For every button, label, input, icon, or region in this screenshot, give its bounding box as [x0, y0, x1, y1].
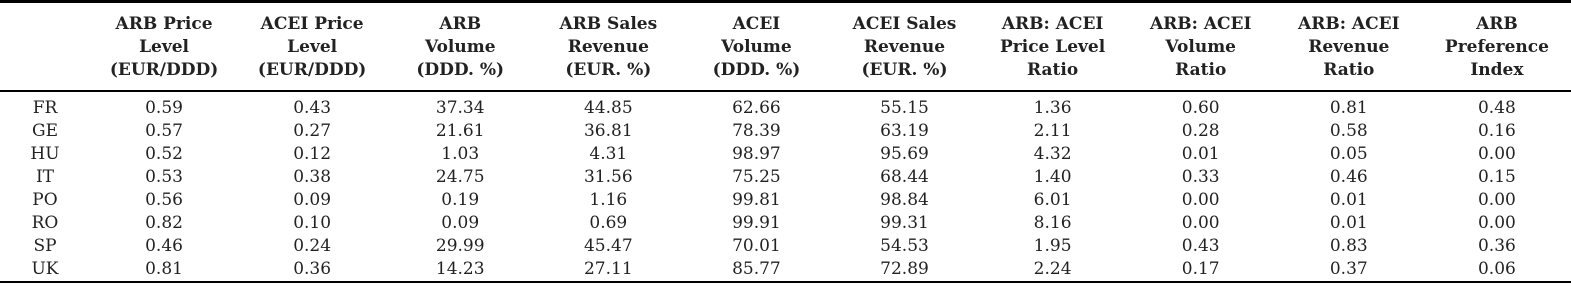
table-header: [0, 2, 1571, 92]
value-cell: 98.84: [880, 190, 929, 210]
table-row: [0, 166, 1571, 189]
value-cell: 98.97: [732, 144, 781, 164]
country-cell: SP: [33, 236, 57, 256]
value-cell: 0.01: [1329, 190, 1368, 210]
header-cell: [1127, 2, 1275, 92]
value-cell: 0.27: [293, 121, 332, 141]
table-row: [0, 212, 1571, 235]
value-cell: 99.31: [880, 213, 929, 233]
value-cell: 1.03: [441, 144, 480, 164]
value-cell: 0.00: [1477, 144, 1516, 164]
header-cell: [1423, 2, 1571, 92]
value-cell: 0.57: [145, 121, 183, 141]
header-cell: [1275, 2, 1423, 92]
value-cell: 0.24: [293, 236, 332, 256]
header-line: Price Level: [1000, 37, 1106, 57]
header-line: Volume: [1165, 37, 1236, 57]
value-cell: 6.01: [1033, 190, 1072, 210]
header-cell: [682, 2, 830, 92]
header-line: Volume: [424, 37, 496, 57]
header-line: (EUR/DDD): [109, 60, 219, 80]
value-cell: 36.81: [583, 121, 633, 141]
table-row: [0, 120, 1571, 143]
value-cell: 8.16: [1033, 213, 1072, 233]
header-cell: [238, 2, 386, 92]
header-line: (DDD. %): [416, 60, 505, 80]
country-cell: IT: [35, 167, 55, 187]
header-cell: [90, 2, 238, 92]
header-line: Revenue: [1308, 37, 1390, 57]
value-cell: 14.23: [386, 258, 534, 282]
header-line: Revenue: [863, 37, 946, 57]
value-cell: 4.32: [1033, 144, 1072, 164]
value-cell: 0.16: [1477, 121, 1516, 141]
header-line: Ratio: [1027, 60, 1079, 80]
header-line: Volume: [721, 37, 792, 57]
header-line: ARB Price: [115, 14, 213, 34]
value-cell: 27.11: [534, 258, 682, 282]
value-cell: 70.01: [732, 236, 781, 256]
table-row: [0, 258, 1571, 282]
header-line: Level: [139, 37, 189, 57]
header-line: ARB: [439, 14, 482, 34]
value-cell: 54.53: [880, 236, 929, 256]
country-cell: GE: [32, 121, 58, 141]
table-row: [0, 91, 1571, 120]
header-line: ARB: [1476, 14, 1518, 34]
header-line: ARB Sales: [559, 14, 658, 34]
value-cell: 2.11: [1033, 121, 1072, 141]
value-cell: 0.28: [1181, 121, 1220, 141]
value-cell: 0.36: [238, 258, 386, 282]
header-line: (EUR/DDD): [257, 60, 367, 80]
country-cell: HU: [30, 144, 60, 164]
value-cell: 63.19: [880, 121, 929, 141]
value-cell: 0.60: [1181, 98, 1220, 118]
value-cell: 0.52: [145, 144, 183, 164]
value-cell: 0.81: [1329, 98, 1368, 118]
header-cell-country: [0, 2, 90, 92]
value-cell: 0.46: [145, 236, 183, 256]
value-cell: 1.36: [1033, 98, 1072, 118]
value-cell: 4.31: [589, 144, 628, 164]
value-cell: 85.77: [682, 258, 830, 282]
value-cell: 0.10: [293, 213, 332, 233]
country-cell: PO: [32, 190, 58, 210]
header-line: Index: [1470, 60, 1524, 80]
value-cell: 0.81: [90, 258, 238, 282]
value-cell: 78.39: [732, 121, 781, 141]
header-line: (DDD. %): [712, 60, 801, 80]
value-cell: 1.40: [1033, 167, 1072, 187]
value-cell: 0.58: [1329, 121, 1368, 141]
header-line: Ratio: [1323, 60, 1375, 80]
country-cell: RO: [31, 213, 59, 233]
value-cell: 0.00: [1477, 190, 1516, 210]
value-cell: 0.00: [1181, 190, 1220, 210]
value-cell: 0.37: [1275, 258, 1423, 282]
header-line: Level: [287, 37, 338, 57]
value-cell: 44.85: [583, 98, 633, 118]
value-cell: 0.00: [1181, 213, 1220, 233]
table-row: [0, 189, 1571, 212]
value-cell: 0.56: [145, 190, 183, 210]
header-line: ACEI: [732, 14, 781, 34]
country-cell: UK: [0, 258, 90, 282]
header-cell: [830, 2, 978, 92]
header-line: ARB: ACEI: [1001, 14, 1104, 34]
value-cell: 1.16: [589, 190, 628, 210]
value-cell: 31.56: [583, 167, 633, 187]
value-cell: 37.34: [435, 98, 485, 118]
value-cell: 0.12: [293, 144, 332, 164]
header-line: ACEI Price: [260, 14, 364, 34]
value-cell: 0.82: [145, 213, 183, 233]
value-cell: 55.15: [880, 98, 929, 118]
value-cell: 1.95: [1033, 236, 1072, 256]
header-line: (EUR. %): [861, 60, 948, 80]
value-cell: 0.09: [293, 190, 332, 210]
header-line: Revenue: [567, 37, 649, 57]
value-cell: 0.53: [145, 167, 183, 187]
value-cell: 0.05: [1329, 144, 1368, 164]
value-cell: 21.61: [435, 121, 485, 141]
value-cell: 24.75: [435, 167, 485, 187]
value-cell: 0.01: [1329, 213, 1368, 233]
value-cell: 72.89: [830, 258, 978, 282]
value-cell: 29.99: [435, 236, 485, 256]
value-cell: 0.83: [1329, 236, 1368, 256]
value-cell: 0.69: [589, 213, 628, 233]
header-cell: [979, 2, 1127, 92]
value-cell: 0.38: [293, 167, 332, 187]
value-cell: 0.15: [1477, 167, 1516, 187]
header-cell: [386, 2, 534, 92]
value-cell: 99.91: [732, 213, 781, 233]
header-line: Preference: [1444, 37, 1549, 57]
value-cell: 2.24: [979, 258, 1127, 282]
value-cell: 0.43: [293, 98, 332, 118]
value-cell: 75.25: [732, 167, 781, 187]
table-row: [0, 235, 1571, 258]
value-cell: 0.48: [1477, 98, 1516, 118]
value-cell: 99.81: [732, 190, 781, 210]
value-cell: 0.09: [441, 213, 480, 233]
table-body: [0, 91, 1571, 282]
header-line: Ratio: [1175, 60, 1227, 80]
value-cell: 0.43: [1181, 236, 1220, 256]
header-line: ACEI Sales: [852, 14, 957, 34]
value-cell: 0.59: [145, 98, 183, 118]
value-cell: 45.47: [583, 236, 633, 256]
value-cell: 0.19: [441, 190, 480, 210]
value-cell: 0.17: [1127, 258, 1275, 282]
header-line: ARB: ACEI: [1298, 14, 1400, 34]
value-cell: 0.33: [1181, 167, 1220, 187]
header-row: [0, 2, 1571, 92]
table-row: [0, 143, 1571, 166]
value-cell: 95.69: [880, 144, 929, 164]
header-line: ARB: ACEI: [1149, 14, 1252, 34]
value-cell: 0.36: [1477, 236, 1516, 256]
value-cell: 0.01: [1181, 144, 1220, 164]
value-cell: 62.66: [732, 98, 781, 118]
value-cell: 0.46: [1329, 167, 1368, 187]
value-cell: 68.44: [880, 167, 929, 187]
header-line: (EUR. %): [565, 60, 652, 80]
value-cell: 0.00: [1477, 213, 1516, 233]
country-cell: FR: [32, 98, 58, 118]
value-cell: 0.06: [1423, 258, 1571, 282]
header-cell: [534, 2, 682, 92]
